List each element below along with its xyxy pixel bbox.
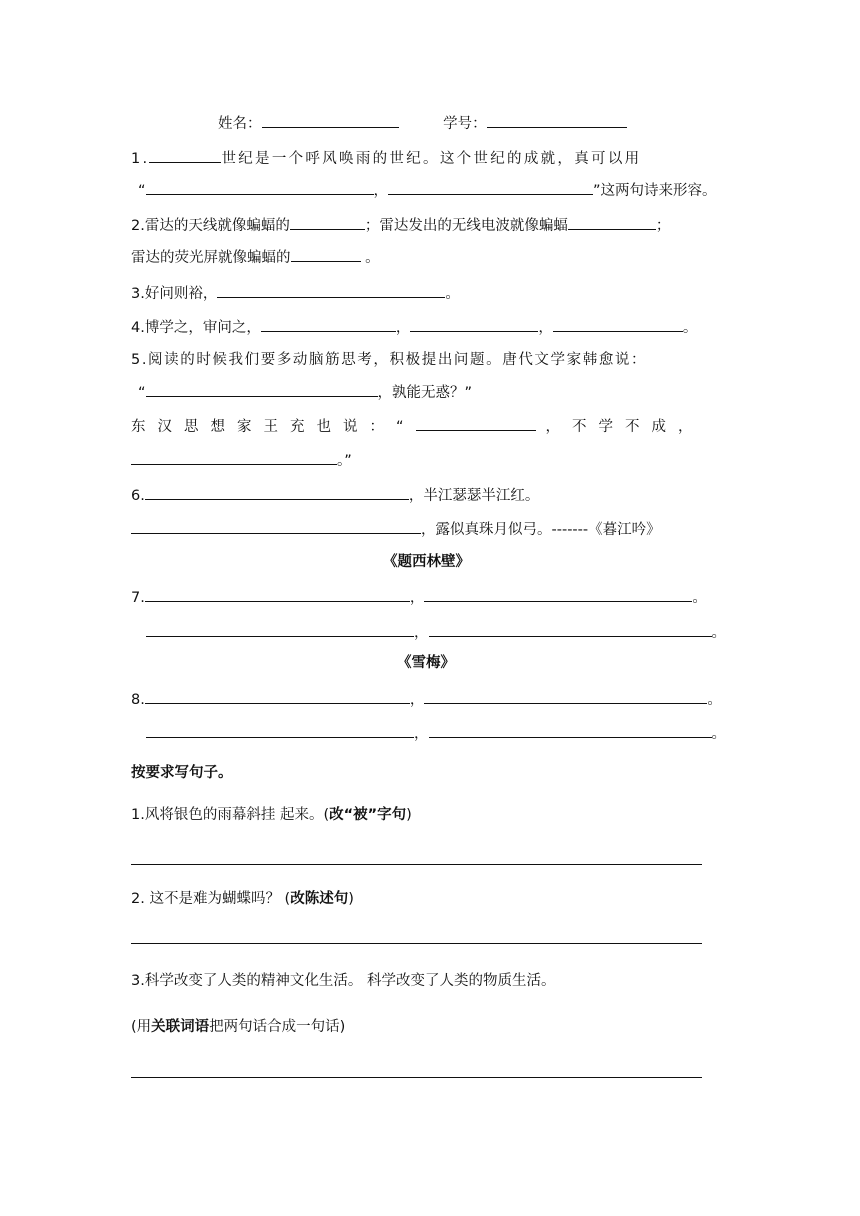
name-blank[interactable]: [262, 112, 399, 128]
poem-title-7: 《题西林壁》: [383, 554, 470, 570]
q7-blank-1[interactable]: [145, 586, 410, 602]
q7-line-1: 7. ， 。: [131, 586, 707, 609]
id-blank[interactable]: [487, 112, 627, 128]
q1-blank-2[interactable]: [146, 179, 374, 195]
q2-line-2: 雷达的荧光屏就像蝙蝠的 。: [131, 246, 380, 269]
q6-line-2: ，露似真珠月似弓。-------《暮江吟》: [131, 518, 661, 541]
id-label: 学号：: [443, 116, 487, 132]
s3-answer-line[interactable]: [131, 1077, 702, 1078]
s2-answer-line[interactable]: [131, 943, 702, 944]
q8-line-1: 8. ， 。: [131, 688, 722, 711]
q1-blank-3[interactable]: [388, 179, 593, 195]
q8-line-2: ， 。: [146, 722, 726, 745]
name-label: 姓名：: [218, 116, 262, 132]
q7-blank-4[interactable]: [429, 621, 712, 637]
q1-line-1: 1. 世纪是一个呼风唤雨的世纪。这个世纪的成就，真可以用: [131, 147, 641, 170]
s1-line: 1.风将银色的雨幕斜挂 起来。(改“被”字句): [131, 807, 412, 823]
q5-blank-3[interactable]: [131, 449, 337, 465]
q4-line: 4.博学之，审问之， ， ， 。: [131, 316, 697, 339]
q8-blank-4[interactable]: [429, 722, 712, 738]
q8-blank-1[interactable]: [145, 688, 410, 704]
q6-line-1: 6. ，半江瑟瑟半江红。: [131, 484, 539, 507]
q4-blank-2[interactable]: [410, 316, 538, 332]
q6-blank-1[interactable]: [145, 484, 409, 500]
q2-blank-3[interactable]: [291, 246, 361, 262]
q8-blank-3[interactable]: [146, 722, 414, 738]
q5-blank-2[interactable]: [416, 415, 536, 431]
poem-title-8: 《雪梅》: [397, 655, 455, 671]
q5-line-4: 。”: [131, 449, 352, 472]
q5-line-2: “ ，孰能无惑？”: [138, 381, 472, 404]
q7-blank-2[interactable]: [424, 586, 692, 602]
q2-line-1: 2.雷达的天线就像蝙蝠的 ；雷达发出的无线电波就像蝙蝠 ；: [131, 214, 670, 237]
q1-blank-1[interactable]: [149, 147, 221, 163]
s3-line-1: 3.科学改变了人类的精神文化生活。 科学改变了人类的物质生活。: [131, 973, 556, 989]
q3-blank[interactable]: [217, 282, 445, 298]
q7-blank-3[interactable]: [146, 621, 414, 637]
q2-blank-1[interactable]: [290, 214, 365, 230]
q5-blank-1[interactable]: [146, 381, 378, 397]
q4-blank-3[interactable]: [553, 316, 683, 332]
q5-line-3: 东汉思想家王充也说：“ ，不学不成，: [131, 415, 705, 438]
q1-line-2: “ ， ”这两句诗来形容。: [138, 179, 717, 202]
q5-line-1: 5.阅读的时候我们要多动脑筋思考，积极提出问题。唐代文学家韩愈说：: [131, 352, 648, 368]
header-line: [218, 112, 627, 135]
q8-blank-2[interactable]: [424, 688, 707, 704]
q4-blank-1[interactable]: [261, 316, 396, 332]
q3-line: 3.好问则裕， 。: [131, 282, 460, 305]
q7-line-2: ， 。: [146, 621, 726, 644]
section-title: 按要求写句子。: [131, 765, 233, 781]
s1-answer-line[interactable]: [131, 864, 702, 865]
q2-blank-2[interactable]: [568, 214, 656, 230]
s2-line: 2. 这不是难为蝴蝶吗？ (改陈述句): [131, 891, 354, 907]
q6-blank-2[interactable]: [131, 518, 421, 534]
s3-line-2: (用关联词语把两句话合成一句话): [131, 1019, 346, 1035]
